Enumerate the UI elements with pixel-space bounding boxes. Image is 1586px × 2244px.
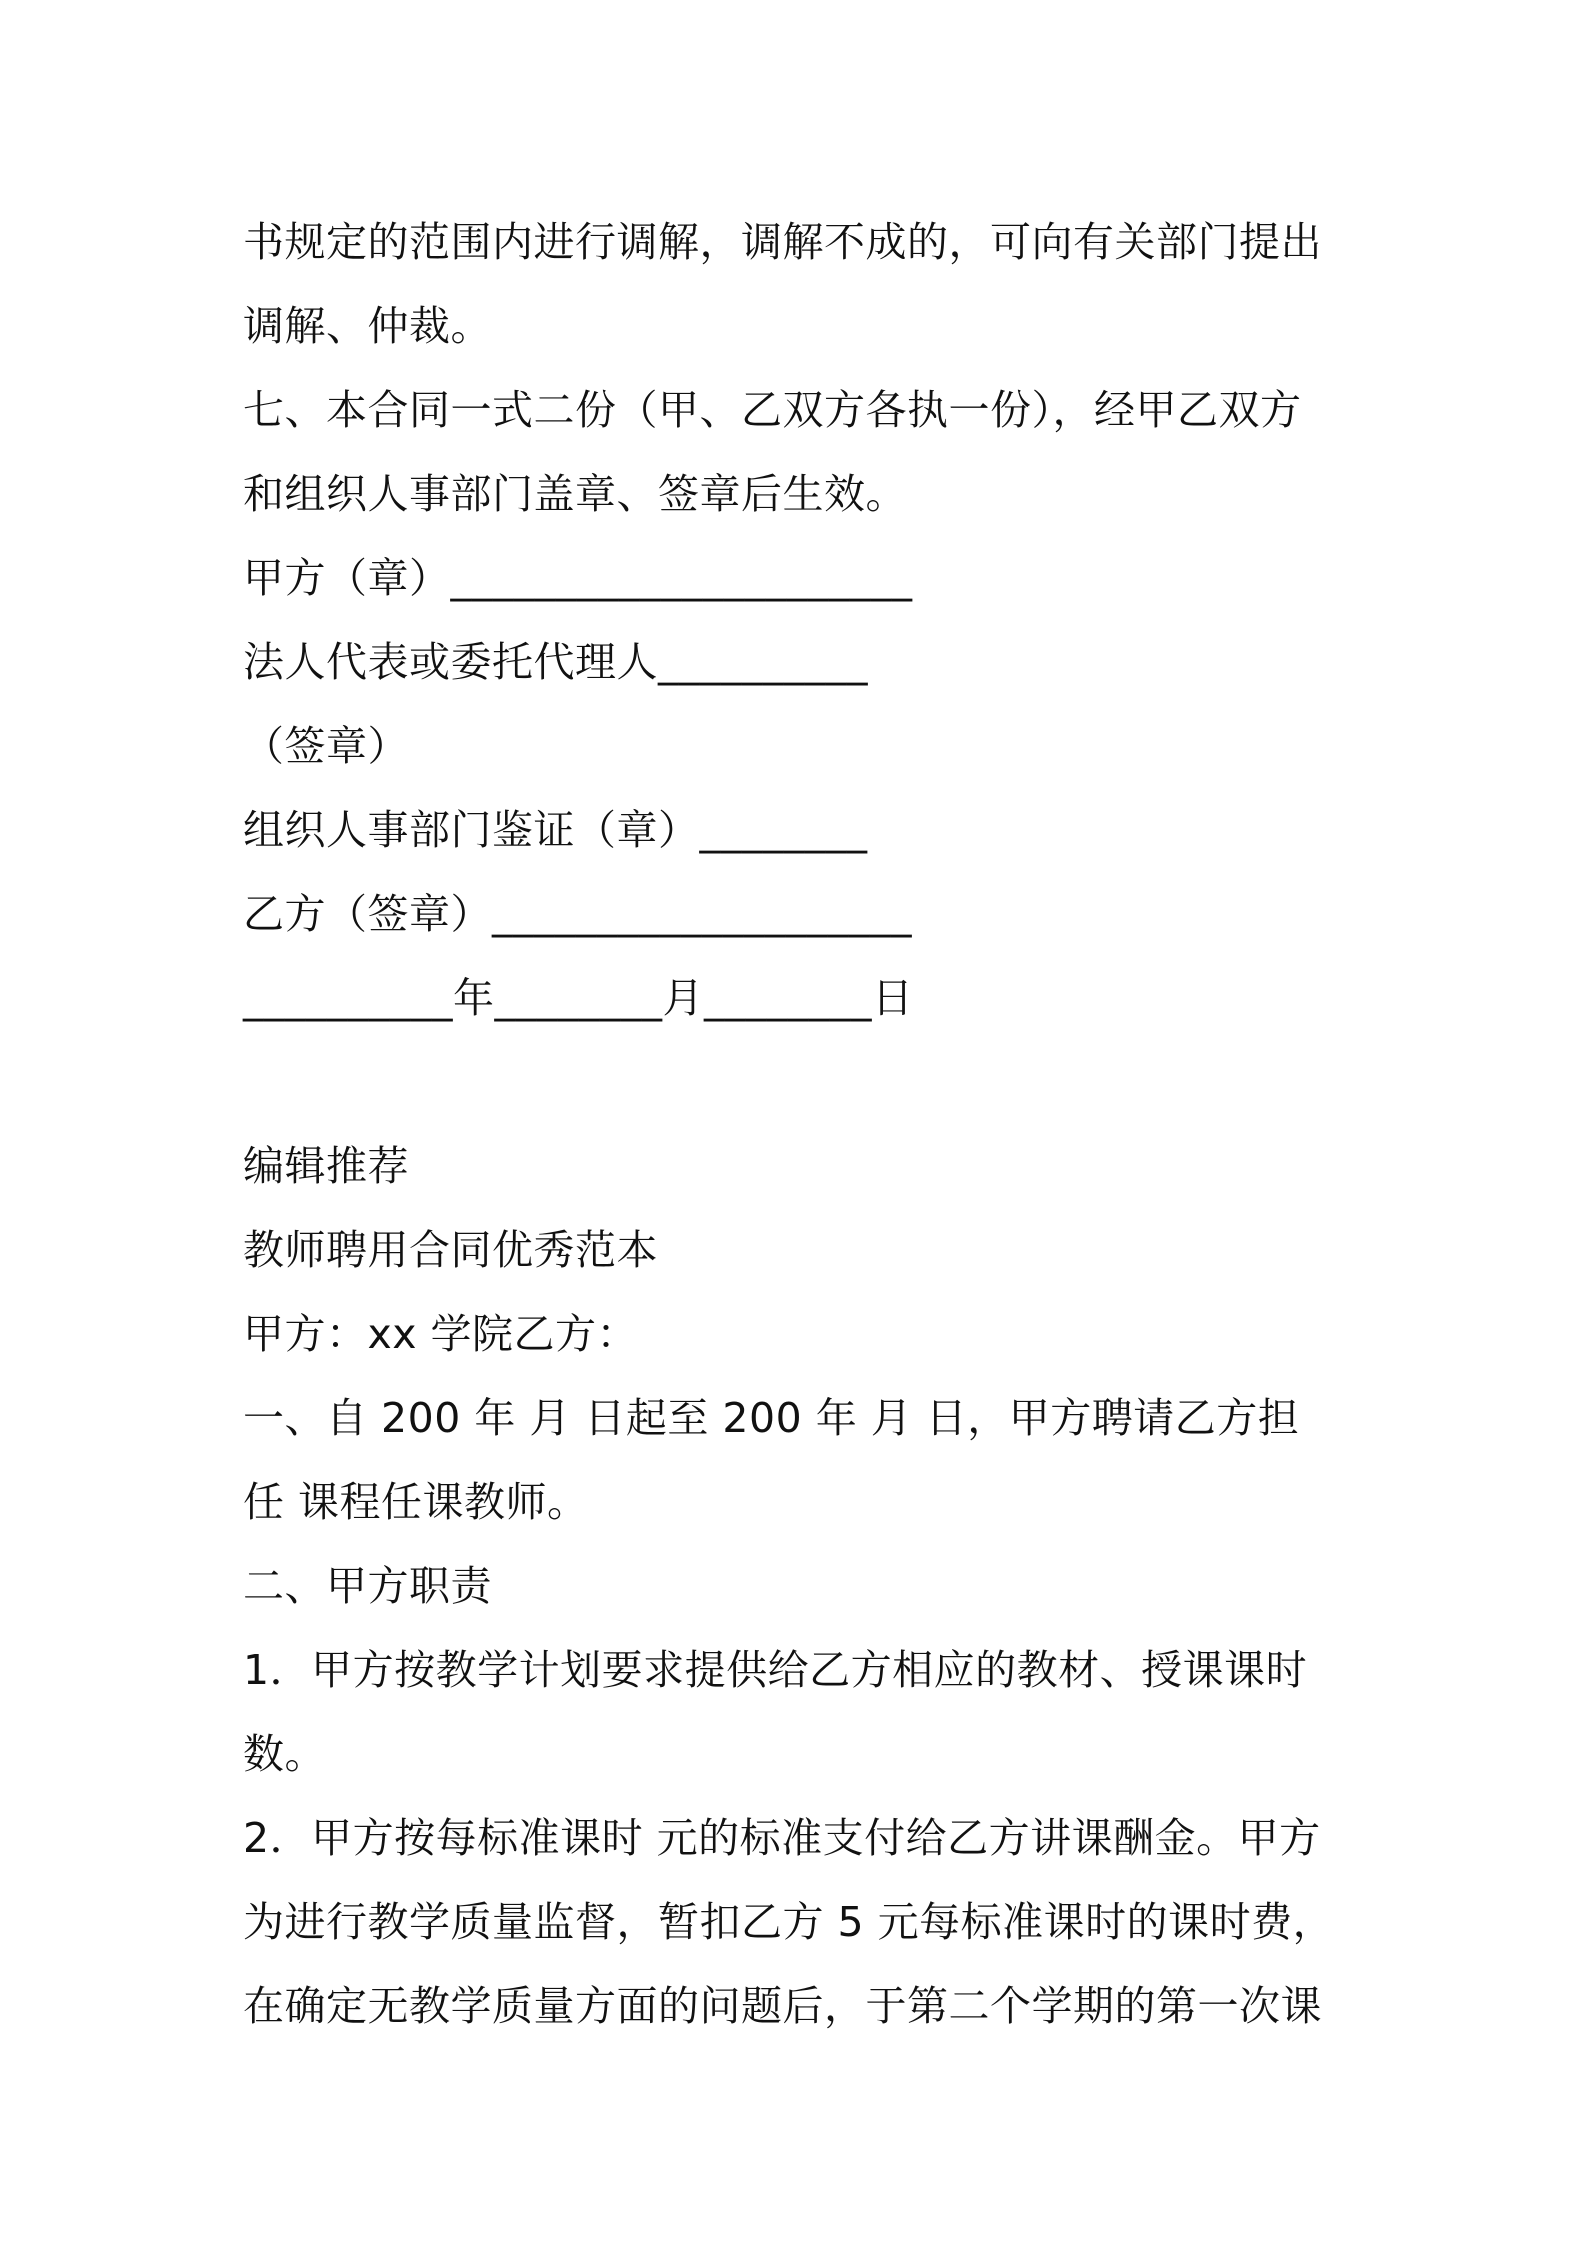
text-line: 1．甲方按教学计划要求提供给乙方相应的教材、授课课时 (243, 1646, 1308, 1694)
text-line: 一、自 200 年 月 日起至 200 年 月 日，甲方聘请乙方担 (243, 1394, 1300, 1442)
text-line: 和组织人事部门盖章、签章后生效。 (243, 470, 907, 518)
text-line: 任 课程任课教师。 (243, 1478, 589, 1526)
signature-line-legal-rep: 法人代表或委托代理人__________ (243, 638, 868, 686)
text-line: 数。 (243, 1730, 326, 1778)
text-line: 2．甲方按每标准课时 元的标准支付给乙方讲课酬金。甲方 (243, 1814, 1321, 1862)
section-heading: 编辑推荐 (243, 1142, 409, 1190)
text-line: 调解、仲裁。 (243, 302, 492, 350)
text-line: 在确定无教学质量方面的问题后，于第二个学期的第一次课 (243, 1982, 1322, 2030)
date-line: __________年________月________日 (243, 974, 914, 1022)
signature-line-hr-dept: 组织人事部门鉴证（章）________ (243, 806, 868, 854)
signature-note: （签章） (243, 722, 409, 770)
signature-line-party-a: 甲方（章）______________________ (243, 554, 913, 602)
text-line: 为进行教学质量监督，暂扣乙方 5 元每标准课时的课时费， (243, 1898, 1335, 1946)
clause-heading: 二、甲方职责 (243, 1562, 492, 1610)
parties-line: 甲方：xx 学院乙方： (243, 1310, 639, 1358)
signature-line-party-b: 乙方（签章）____________________ (243, 890, 912, 938)
text-line: 七、本合同一式二份（甲、乙双方各执一份），经甲乙双方 (243, 386, 1302, 434)
text-line: 书规定的范围内进行调解，调解不成的，可向有关部门提出 (243, 218, 1322, 266)
document-title: 教师聘用合同优秀范本 (243, 1226, 658, 1274)
